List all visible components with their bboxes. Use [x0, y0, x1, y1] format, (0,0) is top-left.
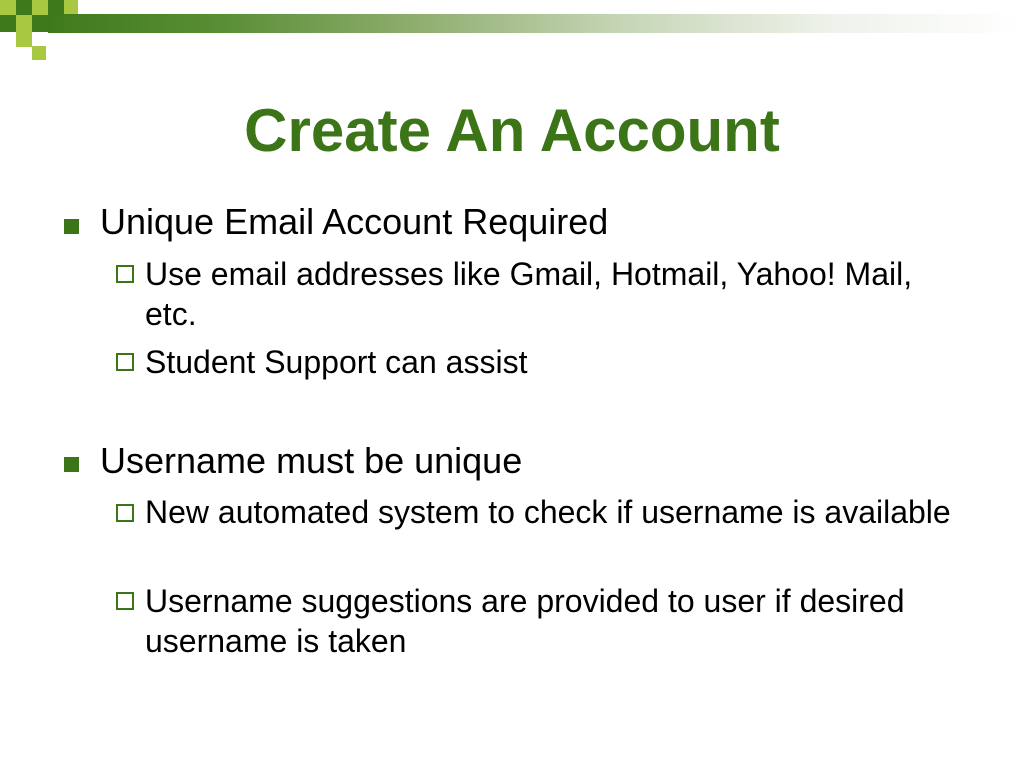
filled-square-bullet-icon: [64, 457, 79, 472]
sub-bullet-text: New automated system to check if username is available: [145, 494, 951, 530]
sub-bullet-text: Use email addresses like Gmail, Hotmail, Yahoo! Mail, etc.: [145, 256, 913, 332]
bullet-heading: Username must be unique: [100, 440, 523, 481]
hollow-square-bullet-icon: [116, 504, 134, 522]
bullet-heading: Unique Email Account Required: [100, 201, 609, 242]
sub-bullet-text: Username suggestions are provided to user if desired username is taken: [145, 583, 905, 659]
hollow-square-bullet-icon: [116, 592, 134, 610]
sub-bullet-text: Student Support can assist: [145, 344, 528, 380]
filled-square-bullet-icon: [64, 219, 79, 234]
hollow-square-bullet-icon: [116, 353, 134, 371]
slide-title: Create An Account: [244, 97, 780, 164]
hollow-square-bullet-icon: [116, 265, 134, 283]
